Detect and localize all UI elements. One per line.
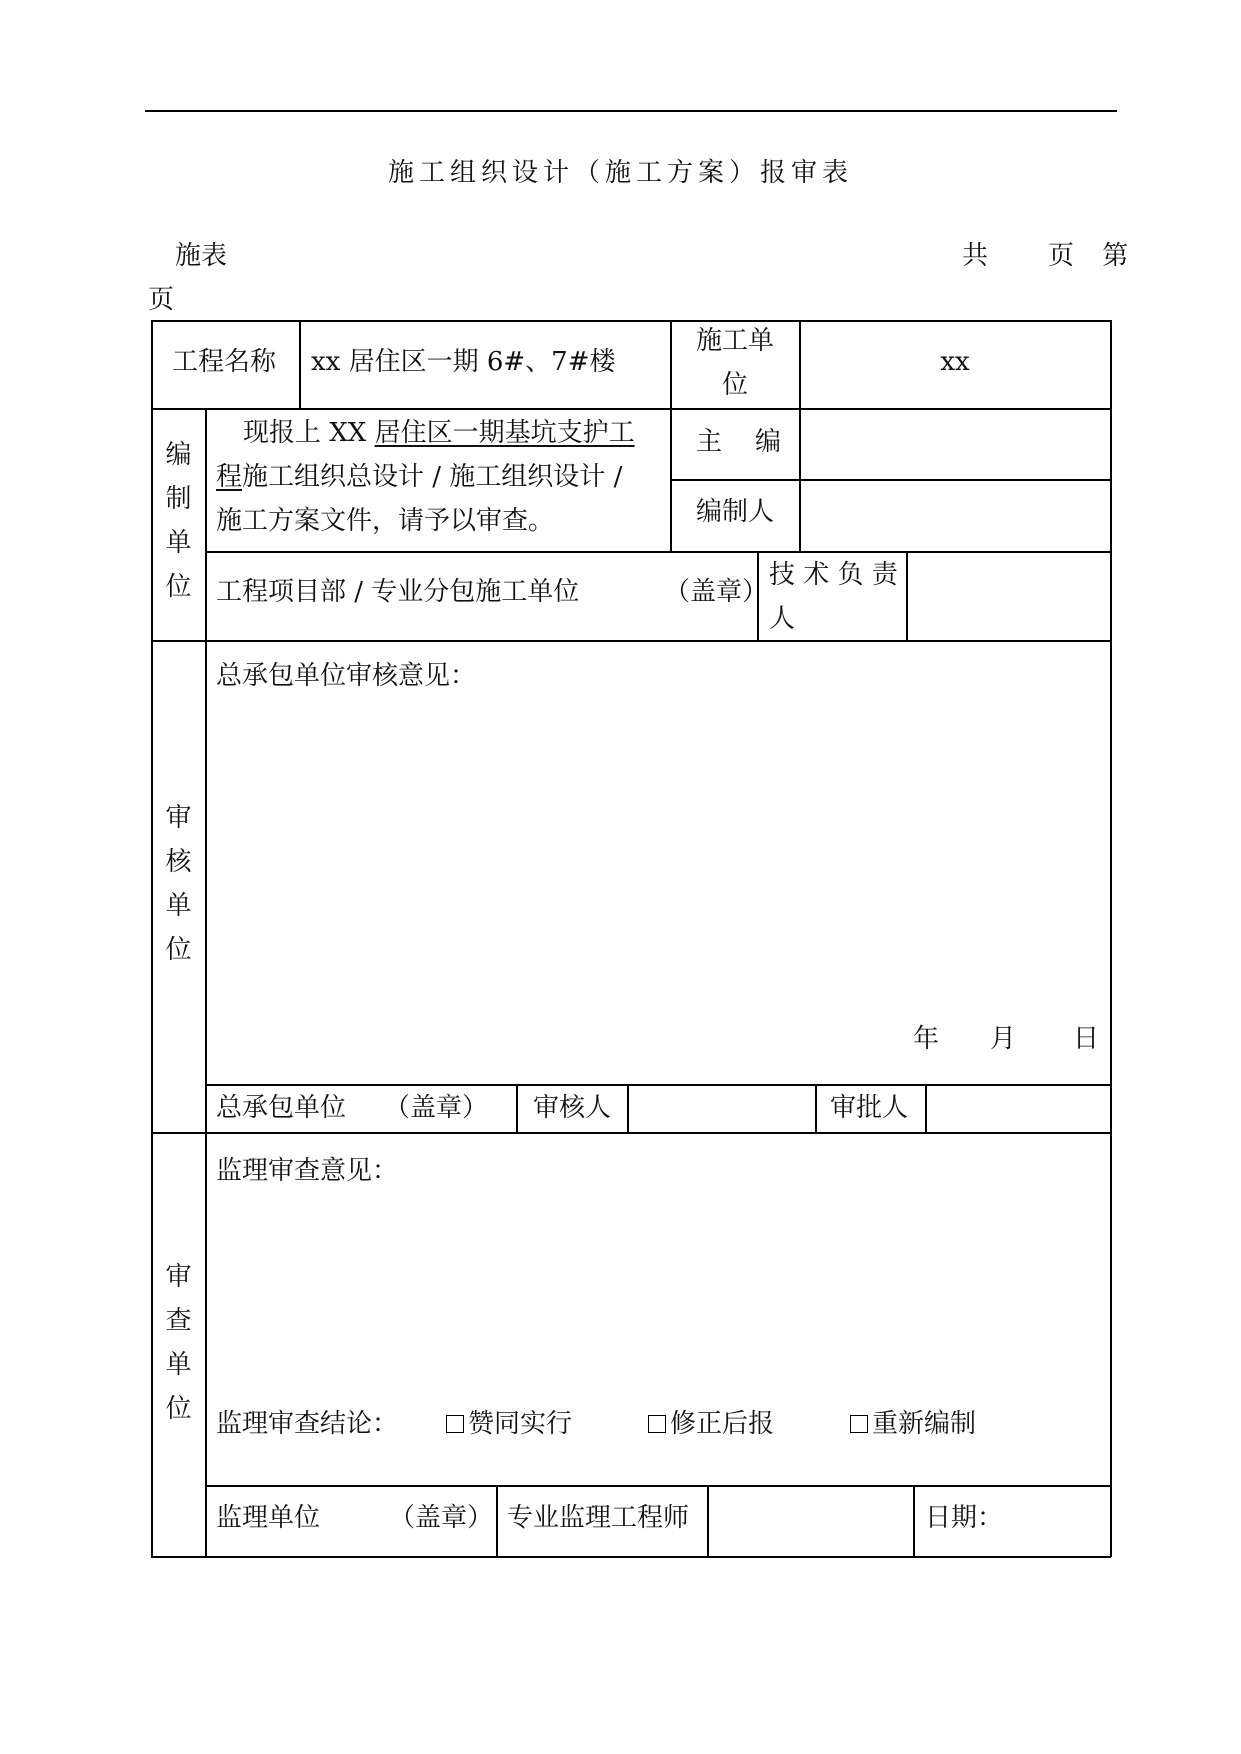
review-date-month: 月	[990, 1024, 1017, 1054]
revise-checkbox-icon[interactable]	[648, 1415, 666, 1433]
approve-checkbox-icon[interactable]	[446, 1415, 464, 1433]
editor-label: 编制人	[696, 497, 775, 527]
contractor-value[interactable]: xx	[940, 347, 970, 377]
review-date-day: 日	[1073, 1024, 1100, 1054]
compile-submission-text: 现报上 XX 居住区一期基坑支护工 程施工组织总设计 / 施工组织设计 / 施工方案文件，请予以审查。	[216, 418, 635, 536]
form-code: 施表	[175, 241, 228, 271]
chief-editor-label: 主 编	[696, 427, 782, 457]
supervision-unit-side-label: 审 查 单 位	[165, 1262, 192, 1424]
compile-unit-side-label: 编 制 单 位	[165, 440, 192, 602]
reviewer-label: 审核人	[533, 1093, 612, 1123]
supervision-opinion-label: 监理审查意见：	[216, 1156, 399, 1186]
tech-lead-label: 技 术 负 责 人	[769, 560, 898, 634]
project-dept-label: 工程项目部 / 专业分包施工单位	[216, 577, 580, 607]
project-name-label: 工程名称	[172, 347, 277, 377]
supervision-seal-label: （盖章）	[389, 1503, 494, 1533]
option-approve[interactable]: 赞同实行	[446, 1405, 572, 1444]
contractor-label: 施工单 位	[695, 326, 774, 400]
page-number-label: 页 第	[1048, 241, 1139, 271]
project-name-value[interactable]: xx 居住区一期 6#、7#楼	[311, 347, 616, 377]
approver-label: 审批人	[830, 1093, 909, 1123]
compile-seal-label: （盖章）	[664, 577, 769, 607]
top-rule	[145, 110, 1117, 112]
review-date-year: 年	[913, 1024, 940, 1054]
page-label: 页	[148, 285, 175, 315]
supervision-date-label: 日期：	[925, 1503, 1004, 1533]
review-seal-label: （盖章）	[384, 1093, 489, 1123]
page-total-label: 共	[962, 241, 989, 271]
recompile-checkbox-icon[interactable]	[850, 1415, 868, 1433]
general-contractor-label: 总承包单位	[216, 1093, 347, 1123]
supervision-conclusion-label: 监理审查结论：	[216, 1409, 399, 1439]
option-recompile[interactable]: 重新编制	[850, 1405, 976, 1444]
review-unit-side-label: 审 核 单 位	[165, 803, 192, 965]
contractor-review-opinion-label: 总承包单位审核意见：	[216, 661, 477, 691]
supervising-engineer-label: 专业监理工程师	[507, 1503, 690, 1533]
supervision-unit-label: 监理单位	[216, 1503, 321, 1533]
page-title: 施工组织设计（施工方案）报审表	[387, 158, 853, 188]
option-revise[interactable]: 修正后报	[648, 1405, 774, 1444]
